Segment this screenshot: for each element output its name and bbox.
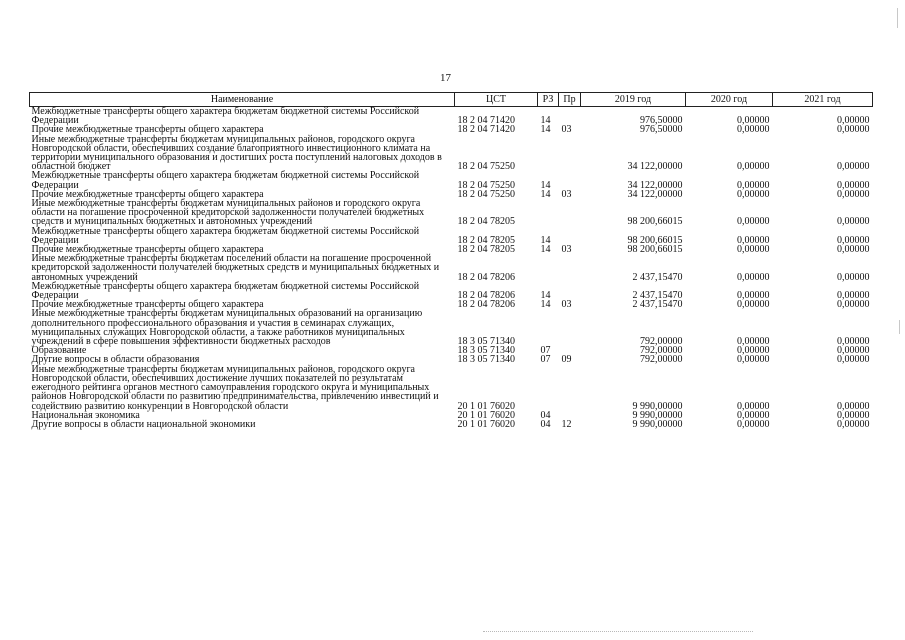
row-rz: 14 [540, 244, 551, 256]
row-pr: 03 [561, 124, 572, 136]
row-2020: 0,00000 [737, 336, 770, 348]
row-pr [559, 365, 581, 411]
row-rz: 04 [540, 409, 551, 421]
row-2019: 2 437,15470 [632, 271, 683, 283]
row-name: Национальная экономика [31, 409, 140, 421]
row-2021: 0,00000 [837, 161, 870, 173]
row-cst: 18 3 05 71340 [457, 336, 515, 348]
row-rz [538, 254, 559, 282]
row-rz: 14 [540, 179, 551, 191]
row-rz: 14 [540, 234, 551, 246]
row-name: Иные межбюджетные трансферты бюджетам муниципальных районов, городского округа Новгородской области, обеспечивших достижение лучших показателей по результатам ежегодного рейтинга органов местного самоуправления городского округа и муниципальных районов Новгородской области по развитию предпринимательства, привлечению инвестиций и содействию развитию конкуренции в Новгородской области [31, 363, 439, 412]
row-cst: 18 2 04 78205 [457, 244, 515, 256]
row-2019: 792,00000 [640, 354, 683, 366]
scan-edge-mark [899, 320, 900, 334]
row-rz: 07 [540, 345, 551, 357]
table-row [30, 135, 873, 172]
header-pr: Пр [559, 93, 581, 107]
row-pr [559, 254, 581, 282]
row-2020: 0,00000 [737, 115, 770, 127]
row-2019: 792,00000 [640, 336, 683, 348]
row-rz [538, 309, 559, 346]
row-cst: 18 2 04 75250 [457, 179, 515, 191]
row-2020: 0,00000 [737, 234, 770, 246]
row-name: Прочие межбюджетные трансферты общего характера [31, 188, 264, 200]
header-name: Наименование [30, 93, 455, 107]
row-2021: 0,00000 [837, 409, 870, 421]
row-cst: 20 1 01 76020 [457, 400, 515, 412]
row-2021: 0,00000 [837, 188, 870, 200]
row-cst: 18 3 05 71340 [457, 345, 515, 357]
table-row [30, 199, 873, 227]
row-rz: 04 [540, 418, 551, 430]
row-2019: 34 122,00000 [627, 161, 683, 173]
row-cst: 20 1 01 76020 [457, 418, 515, 430]
page-number: 17 [440, 72, 451, 84]
header-rz: РЗ [538, 93, 559, 107]
row-pr [559, 135, 581, 172]
row-2020: 0,00000 [737, 299, 770, 311]
row-rz: 14 [540, 124, 551, 136]
row-2021: 0,00000 [837, 234, 870, 246]
row-pr: 03 [561, 244, 572, 256]
row-pr [559, 107, 581, 126]
row-2021: 0,00000 [837, 244, 870, 256]
row-rz: 14 [540, 299, 551, 311]
row-name: Прочие межбюджетные трансферты общего характера [31, 124, 264, 136]
row-cst: 18 2 04 78205 [457, 234, 515, 246]
row-2021: 0,00000 [837, 354, 870, 366]
row-2019: 34 122,00000 [627, 179, 683, 191]
row-2019: 98 200,66015 [627, 216, 683, 228]
row-rz: 07 [540, 354, 551, 366]
row-cst: 18 3 05 71340 [457, 354, 515, 366]
row-name: Иные межбюджетные трансферты бюджетам муниципальных районов, городского округа Новгородской области, обеспечивших создание благоприятного инвестиционного климата на территории муниципального образования и достигших роста поступлений налоговых доходов в областной бюджет [31, 133, 442, 173]
row-2021: 0,00000 [837, 299, 870, 311]
row-pr [559, 282, 581, 300]
row-2021: 0,00000 [837, 271, 870, 283]
row-name: Прочие межбюджетные трансферты общего характера [31, 299, 264, 311]
row-2021: 0,00000 [837, 290, 870, 302]
row-2020: 0,00000 [737, 188, 770, 200]
row-2019: 2 437,15470 [632, 299, 683, 311]
row-2019: 9 990,00000 [632, 409, 683, 421]
row-2021: 0,00000 [837, 179, 870, 191]
row-pr [559, 171, 581, 189]
row-cst: 18 2 04 78206 [457, 271, 515, 283]
row-2019: 976,50000 [640, 115, 683, 127]
row-2019: 98 200,66015 [627, 244, 683, 256]
row-2021: 0,00000 [837, 418, 870, 430]
row-2021: 0,00000 [837, 124, 870, 136]
row-2020: 0,00000 [737, 409, 770, 421]
row-cst: 18 2 04 75250 [457, 161, 515, 173]
row-pr: 03 [561, 188, 572, 200]
scan-edge-mark [897, 8, 898, 28]
header-cst: ЦСТ [455, 93, 538, 107]
row-name: Иные межбюджетные трансферты бюджетам муниципальных районов и городского округа области на погашение просроченной кредиторской задолженности получателей бюджетных средств и муниципальных бюджетных и автономных учреждений [31, 198, 425, 228]
row-2019: 34 122,00000 [627, 188, 683, 200]
row-rz: 14 [540, 115, 551, 127]
table-row [30, 107, 873, 126]
row-2019: 792,00000 [640, 345, 683, 357]
row-2020: 0,00000 [737, 290, 770, 302]
row-cst: 20 1 01 76020 [457, 409, 515, 421]
row-2019: 9 990,00000 [632, 400, 683, 412]
row-pr: 03 [561, 299, 572, 311]
row-pr [559, 227, 581, 245]
row-2020: 0,00000 [737, 400, 770, 412]
row-name: Иные межбюджетные трансферты бюджетам муниципальных образований на организацию дополнительного профессионального образования и участия в семинарах служащих, муниципальных служащих Новгородской области, а также работников муниципальных учреждений в сфере повышения эффективности бюджетных расходов [31, 308, 423, 348]
row-2020: 0,00000 [737, 179, 770, 191]
row-2020: 0,00000 [737, 418, 770, 430]
row-2020: 0,00000 [737, 345, 770, 357]
header-2019: 2019 год [581, 93, 686, 107]
row-rz [538, 365, 559, 411]
row-name: Другие вопросы в области национальной экономики [31, 418, 256, 430]
row-name: Другие вопросы в области образования [31, 354, 200, 366]
row-cst: 18 2 04 78206 [457, 290, 515, 302]
row-2020: 0,00000 [737, 271, 770, 283]
row-2019: 976,50000 [640, 124, 683, 136]
row-name: Межбюджетные трансферты общего характера бюджетам бюджетной системы Российской Федерации [31, 225, 420, 246]
row-2021: 0,00000 [837, 216, 870, 228]
budget-table [29, 92, 873, 429]
row-pr [559, 199, 581, 227]
row-2020: 0,00000 [737, 244, 770, 256]
header-2021: 2021 год [773, 93, 873, 107]
table-row [30, 309, 873, 346]
table-row [30, 282, 873, 300]
row-2021: 0,00000 [837, 400, 870, 412]
row-pr [559, 309, 581, 346]
row-cst: 18 2 04 75250 [457, 188, 515, 200]
row-2020: 0,00000 [737, 124, 770, 136]
row-pr: 09 [561, 354, 572, 366]
row-rz [538, 135, 559, 172]
row-2019: 9 990,00000 [632, 418, 683, 430]
row-pr: 12 [561, 418, 572, 430]
row-name: Прочие межбюджетные трансферты общего характера [31, 244, 264, 256]
row-2019: 98 200,66015 [627, 234, 683, 246]
row-name: Межбюджетные трансферты общего характера бюджетам бюджетной системы Российской Федерации [31, 170, 420, 191]
row-rz: 14 [540, 188, 551, 200]
row-2020: 0,00000 [737, 354, 770, 366]
table-row [30, 365, 873, 411]
row-rz: 14 [540, 290, 551, 302]
table-row [30, 420, 873, 429]
row-2021: 0,00000 [837, 345, 870, 357]
row-cst: 18 2 04 78206 [457, 299, 515, 311]
row-2020: 0,00000 [737, 161, 770, 173]
table-row [30, 254, 873, 282]
row-name: Иные межбюджетные трансферты бюджетам поселений области на погашение просроченной кредиторской задолженности получателей бюджетных средств и муниципальных бюджетных и автономных учреждений [31, 253, 440, 283]
row-name: Межбюджетные трансферты общего характера бюджетам бюджетной системы Российской Федерации [31, 280, 420, 302]
row-name: Образование [31, 345, 87, 357]
row-2020: 0,00000 [737, 216, 770, 228]
row-cst: 18 2 04 71420 [457, 124, 515, 136]
table-row [30, 227, 873, 245]
table-header-row [30, 93, 873, 107]
header-2020: 2020 год [686, 93, 773, 107]
row-name: Межбюджетные трансферты общего характера бюджетам бюджетной системы Российской Федерации [31, 106, 420, 127]
scan-artifact [483, 631, 753, 634]
row-2021: 0,00000 [837, 115, 870, 127]
row-2019: 2 437,15470 [632, 290, 683, 302]
row-cst: 18 2 04 71420 [457, 115, 515, 127]
row-2021: 0,00000 [837, 336, 870, 348]
row-rz [538, 199, 559, 227]
row-cst: 18 2 04 78205 [457, 216, 515, 228]
table-row [30, 171, 873, 189]
